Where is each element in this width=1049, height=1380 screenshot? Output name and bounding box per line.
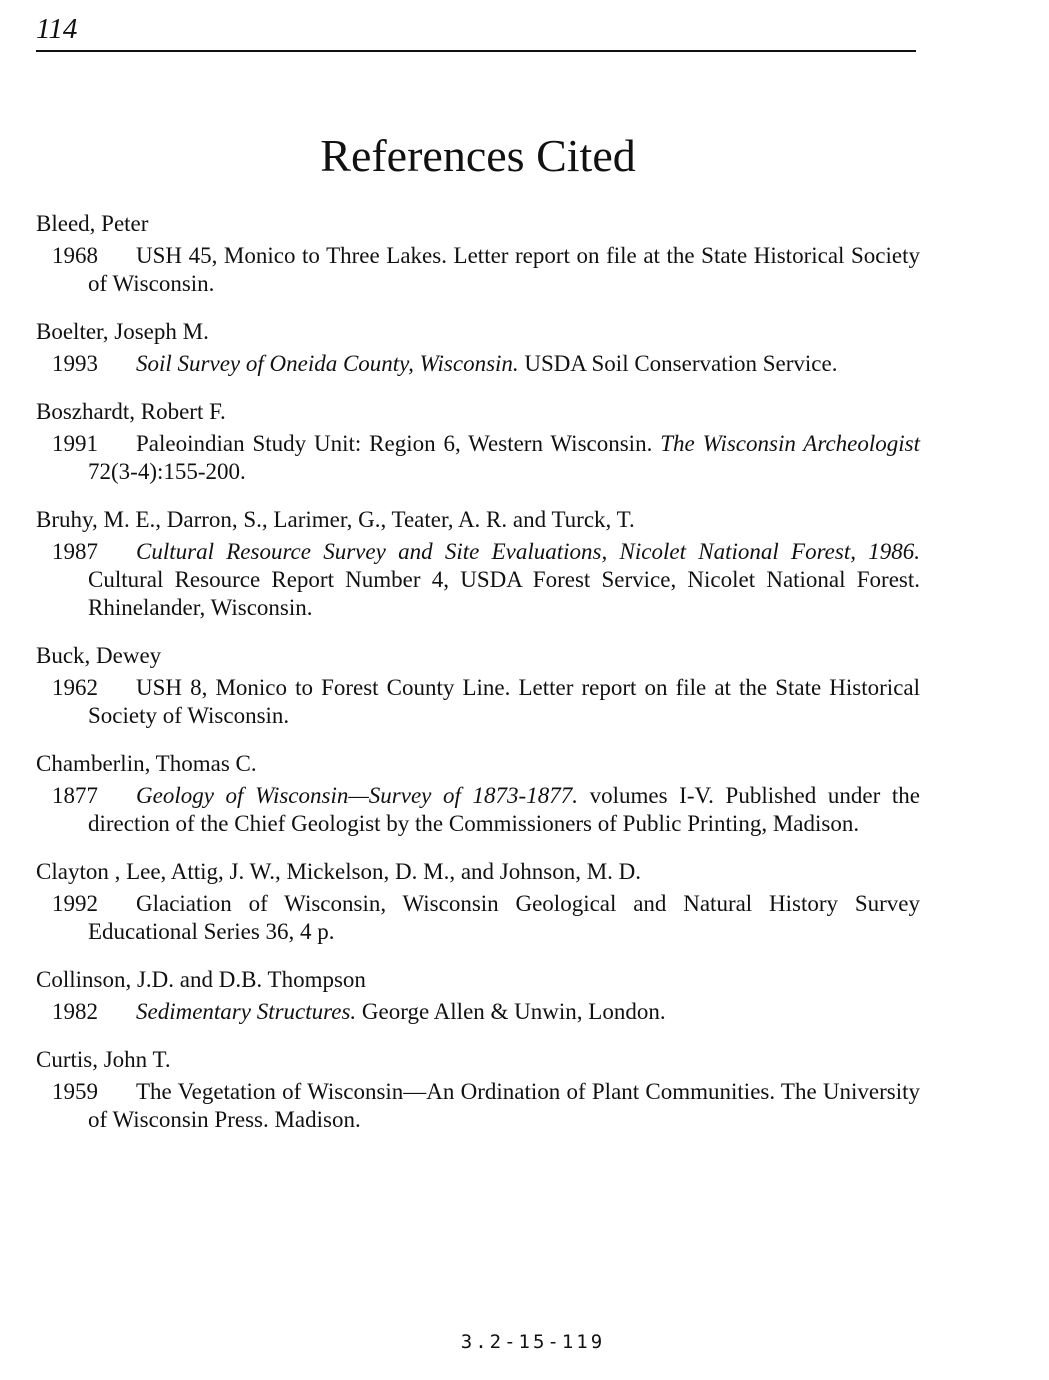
reference-entry [36,642,920,730]
reference-author: Collinson, J.D. and D.B. Thompson [36,967,366,992]
page-number: 114 [36,13,78,45]
reference-citation [36,242,920,298]
reference-author: Curtis, John T. [36,1047,171,1072]
reference-citation [36,350,920,378]
reference-title-italic: Cultural Resource Survey and Site Evaluations, Nicolet National Forest, 1986. [136,539,920,564]
reference-citation [36,890,920,946]
reference-year: 1992 [52,891,98,916]
reference-author: Boszhardt, Robert F. [36,399,226,424]
reference-title-italic: Soil Survey of Oneida County, Wisconsin. [136,351,519,376]
reference-entry [36,1046,920,1134]
reference-entry [36,750,920,838]
reference-text: Glaciation of Wisconsin, Wisconsin Geological and Natural History Survey Educational Series 36, 4 p. [88,891,920,944]
reference-author: Clayton , Lee, Attig, J. W., Mickelson, D. M., and Johnson, M. D. [36,859,642,884]
reference-year: 1991 [52,431,98,456]
reference-year: 1987 [52,539,98,564]
reference-text: USH 45, Monico to Three Lakes. Letter report on file at the State Historical Society of Wisconsin. [88,243,920,296]
reference-citation [36,430,920,486]
reference-entry [36,318,920,378]
reference-year: 1877 [52,783,98,808]
reference-text: volumes I-V. Published under the direction of the Chief Geologist by the Commissioners of Public Printing, Madison. [88,783,921,836]
reference-year: 1962 [52,675,98,700]
footer-document-code: 3.2-15-119 [460,1331,606,1353]
reference-author: Buck, Dewey [36,643,162,668]
reference-text: Paleoindian Study Unit: Region 6, Western Wisconsin. [136,431,653,456]
reference-entry [36,210,920,298]
reference-title-italic: Geology of Wisconsin—Survey of 1873-1877. [136,783,578,808]
reference-citation [36,538,920,622]
reference-title-italic: Sedimentary Structures. [136,999,357,1024]
reference-citation [36,782,920,838]
reference-citation [36,998,920,1026]
reference-text: Cultural Resource Report Number 4, USDA Forest Service, Nicolet National Forest. Rhinelander, Wisconsin. [88,567,920,620]
reference-author: Bleed, Peter [36,211,149,236]
reference-citation [36,1078,920,1134]
reference-year: 1993 [52,351,98,376]
reference-citation [36,674,920,730]
reference-entry [36,506,920,622]
reference-text: USH 8, Monico to Forest County Line. Letter report on file at the State Historical Society of Wisconsin. [88,675,920,728]
reference-year: 1982 [52,999,98,1024]
reference-entry [36,858,920,946]
reference-author: Bruhy, M. E., Darron, S., Larimer, G., Teater, A. R. and Turck, T. [36,507,635,532]
reference-text: George Allen & Unwin, London. [361,999,666,1024]
reference-entry [36,398,920,486]
reference-text: The Vegetation of Wisconsin—An Ordination of Plant Communities. The University of Wisconsin Press. Madison. [88,1079,920,1132]
page-title: References Cited [320,130,636,181]
reference-year: 1968 [52,243,98,268]
reference-text: USDA Soil Conservation Service. [524,351,838,376]
reference-year: 1959 [52,1079,98,1104]
header-rule [36,50,916,52]
reference-journal-italic: The Wisconsin Archeologist [660,431,920,456]
references-list [36,210,920,1154]
reference-author: Chamberlin, Thomas C. [36,751,257,776]
reference-author: Boelter, Joseph M. [36,319,209,344]
reference-entry [36,966,920,1026]
reference-text-after: 72(3-4):155-200. [88,459,246,484]
